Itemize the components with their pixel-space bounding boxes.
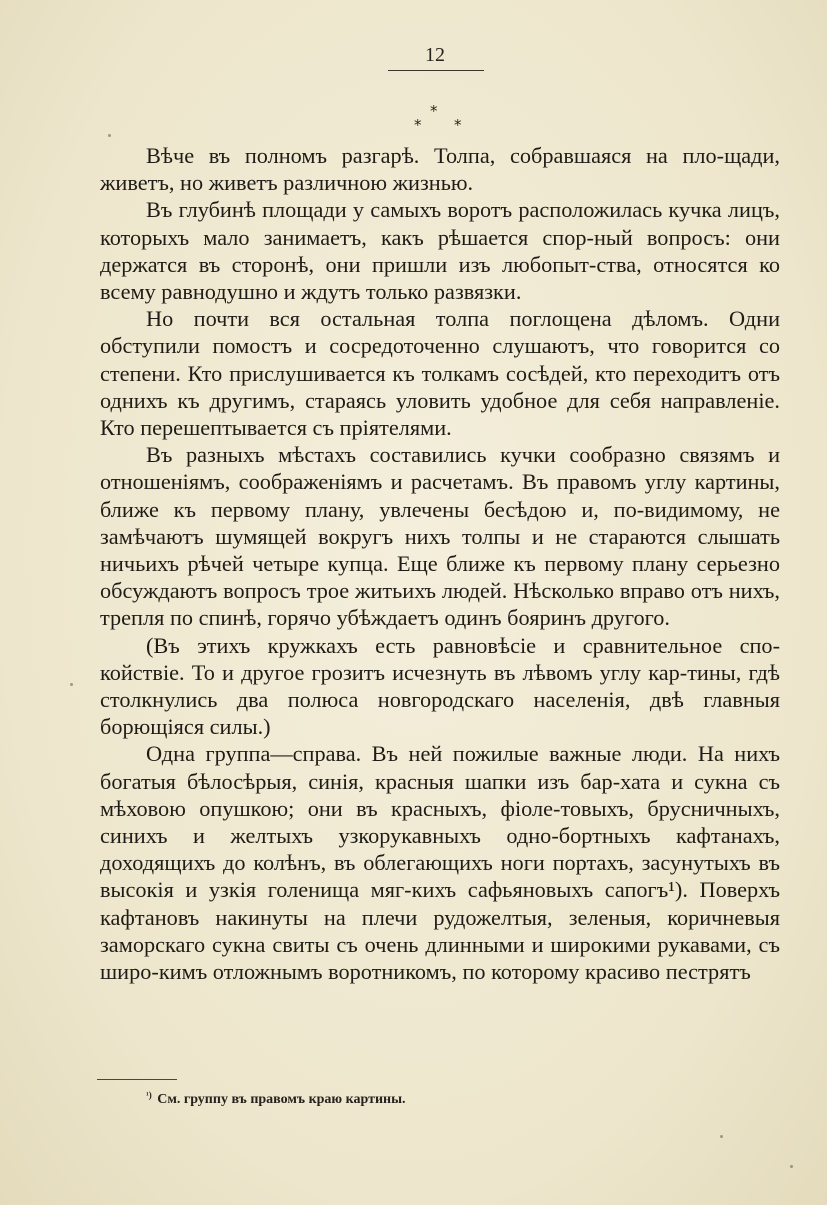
page-number-rule	[388, 70, 484, 71]
asterism-star-left: *	[414, 116, 422, 134]
paper-speck	[720, 1135, 723, 1138]
paragraph-1: Вѣче въ полномъ разгарѣ. Толпа, собравшаяся на пло-щади, живетъ, но живетъ различною жизнью.	[100, 143, 780, 196]
asterism-star-top: *	[430, 102, 438, 120]
asterism-star-right: *	[454, 116, 462, 134]
paragraph-6: Одна группа—справа. Въ ней пожилые важные люди. На нихъ богатыя бѣлосѣрыя, синія, красныя шапки изъ бар-хата и сукна съ мѣховою опушкою; они въ красныхъ, фіоле-товыхъ, брусничныхъ, синихъ и желтыхъ узкорукавныхъ одно-бортныхъ кафтанахъ, доходящихъ до колѣнъ, въ облегающихъ ноги портахъ, засунутыхъ въ высокія и узкія голенища мяг-кихъ сафьяновыхъ сапогъ¹). Поверхъ кафтановъ накинуты на плечи рудожелтыя, зеленыя, коричневыя заморскаго сукна свиты съ очень длинными и широкими рукавами, съ широ-кимъ отложнымъ воротникомъ, по которому красиво пестрятъ	[100, 741, 780, 985]
footnote-marker: ¹)	[146, 1090, 152, 1100]
paper-speck	[70, 683, 73, 686]
page-number: 12	[425, 44, 445, 66]
paper-speck	[790, 1165, 793, 1168]
paper-speck	[108, 134, 111, 137]
footnote-text: См. группу въ правомъ краю картины.	[157, 1092, 406, 1107]
paragraph-3: Но почти вся остальная толпа поглощена дѣломъ. Одни обступили помостъ и сосредоточенно слушаютъ, что говорится со степени. Кто прислушивается къ толкамъ сосѣдей, кто переходитъ отъ однихъ къ другимъ, стараясь уловить удобное для себя направленіе. Кто перешептывается съ пріятелями.	[100, 306, 780, 441]
footnote	[146, 1090, 406, 1108]
section-asterism	[406, 102, 466, 136]
body-text	[100, 142, 780, 985]
paragraph-4: Въ разныхъ мѣстахъ составились кучки сообразно связямъ и отношеніямъ, соображеніямъ и расчетамъ. Въ правомъ углу картины, ближе къ первому плану, увлечены бесѣдою и, по-видимому, не замѣчаютъ шумящей вокругъ нихъ толпы и не стараются слышать ничьихъ рѣчей четыре купца. Еще ближе къ первому плану серьезно обсуждаютъ вопросъ трое житьихъ людей. Нѣсколько вправо отъ нихъ, трепля по спинѣ, горячо убѣждаетъ одинъ бояринъ другого.	[100, 442, 780, 631]
paragraph-2: Въ глубинѣ площади у самыхъ воротъ расположилась кучка лицъ, которыхъ мало занимаетъ, какъ рѣшается спор-ный вопросъ: они держатся въ сторонѣ, они пришли изъ любопыт-ства, относятся ко всему равнодушно и ждутъ только развязки.	[100, 197, 780, 305]
footnote-rule	[97, 1079, 177, 1080]
paragraph-5: (Въ этихъ кружкахъ есть равновѣсіе и сравнительное спо-койствіе. То и другое грозитъ исчезнуть въ лѣвомъ углу кар-тины, гдѣ столкнулись два полюса новгородскаго населенія, двѣ главныя борющіяся силы.)	[100, 632, 780, 740]
